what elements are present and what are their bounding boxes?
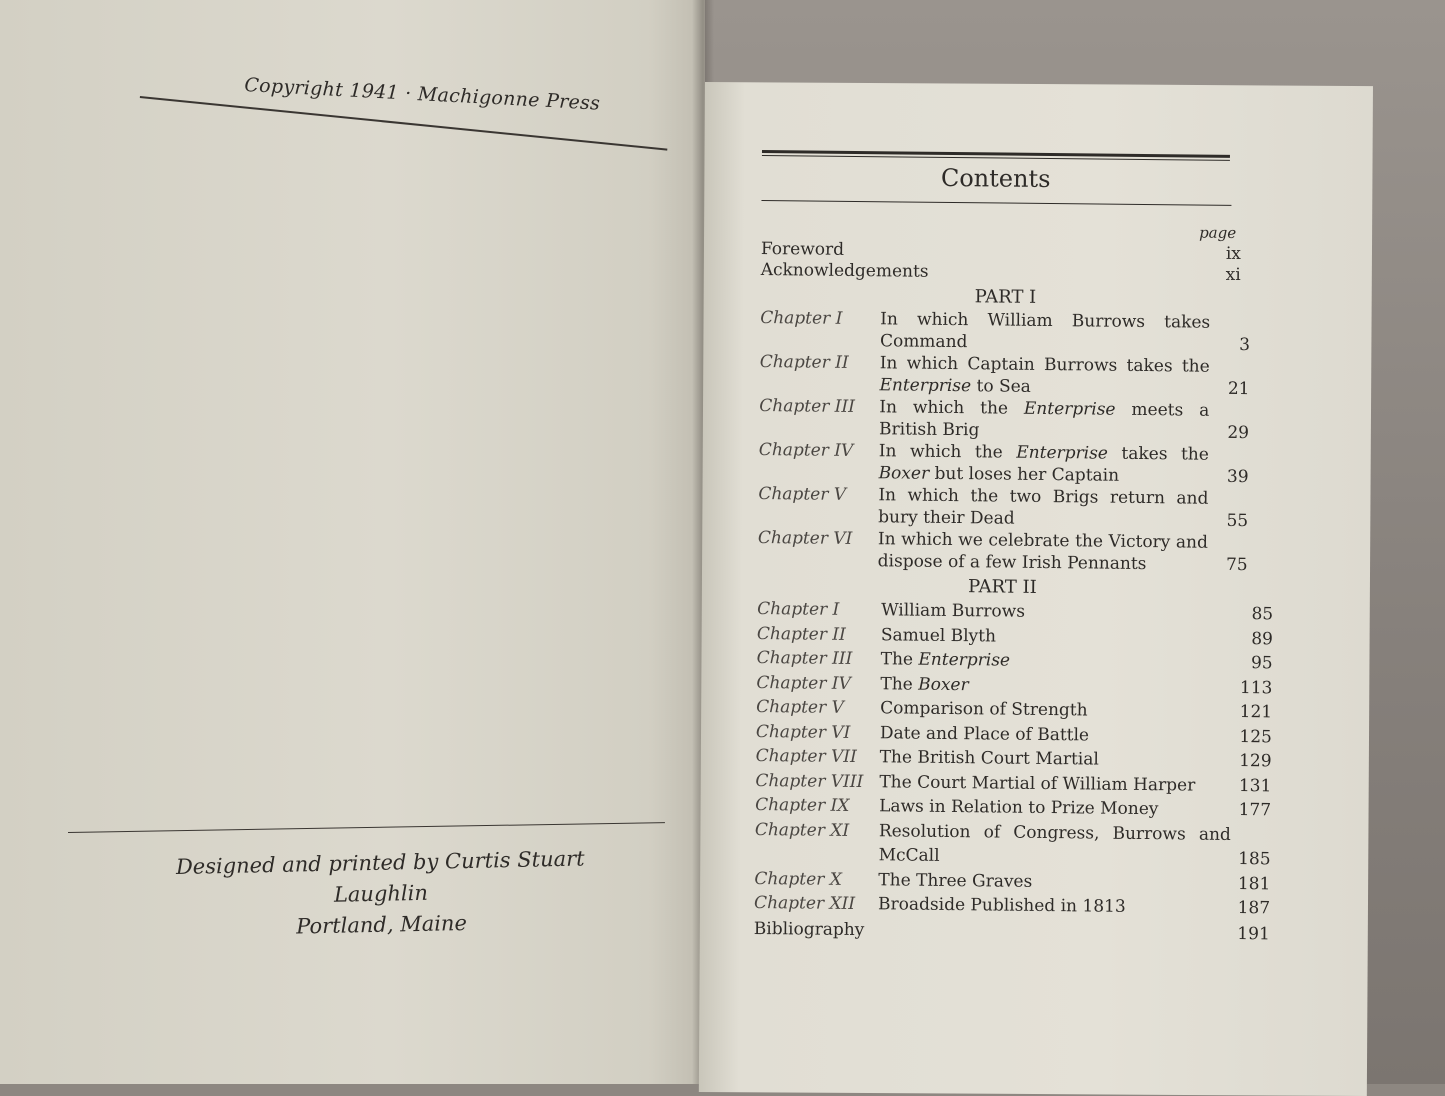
chapter-title: Laws in Relation to Prize Money <box>879 796 1159 820</box>
chapter-title: Samuel Blyth <box>880 624 997 646</box>
toc-chapter-row <box>754 817 1284 872</box>
chapter-title: In which the Enterprise takes the Boxer but loses her Captain <box>878 441 1209 486</box>
chapter-label: Chapter III <box>759 395 855 417</box>
colophon-designer: Designed and printed by Curtis Stuart Laughlin <box>175 846 585 907</box>
copyright-line: Copyright 1941 · Machigonne Press <box>243 74 601 115</box>
chapter-title: Comparison of Strength <box>880 698 1088 721</box>
part-heading: PART I <box>974 286 1037 308</box>
chapter-title: In which the Enterprise meets a British Brig <box>878 397 1210 441</box>
chapter-page: 89 <box>1251 628 1274 649</box>
chapter-label: Chapter II <box>759 351 849 373</box>
entry-label: Acknowledgements <box>760 259 929 282</box>
chapter-page: 39 <box>1226 466 1249 488</box>
chapter-page: 113 <box>1239 677 1273 698</box>
chapter-page: 131 <box>1238 775 1272 796</box>
chapter-title: The Three Graves <box>878 869 1033 892</box>
chapter-title: In which we celebrate the Victory and dispose of a few Irish Pennants <box>877 529 1209 575</box>
contents-rule-bottom <box>761 200 1231 206</box>
chapter-title: Resolution of Congress, Burrows and McCall <box>878 820 1231 866</box>
chapter-page: 95 <box>1250 653 1273 674</box>
chapter-page: 177 <box>1238 800 1272 821</box>
chapter-title: In which Captain Burrows takes the Enterprise to Sea <box>879 353 1210 397</box>
chapter-label: Chapter XI <box>754 819 850 841</box>
part-two <box>754 573 1288 921</box>
colophon-rule <box>68 822 665 833</box>
chapter-page: 55 <box>1226 510 1249 532</box>
chapter-title: William Burrows <box>881 600 1026 622</box>
toc-chapter-row <box>758 527 1288 577</box>
chapter-label: Chapter IV <box>756 672 851 694</box>
colophon-place: Portland, Maine <box>295 910 468 939</box>
chapter-page: 21 <box>1227 378 1250 400</box>
chapter-page: 185 <box>1238 849 1271 870</box>
chapter-label: Chapter X <box>754 868 842 890</box>
chapter-title: The Court Martial of William Harper <box>879 771 1196 796</box>
chapter-label: Chapter VI <box>757 527 853 549</box>
chapter-page: 129 <box>1239 751 1272 772</box>
chapter-label: Chapter V <box>758 483 847 505</box>
chapter-label: Chapter VII <box>755 745 857 768</box>
chapter-title: Broadside Published in 1813 <box>878 894 1126 917</box>
chapter-label: Chapter III <box>756 647 853 669</box>
chapter-page: 187 <box>1237 898 1271 919</box>
chapter-label: Chapter V <box>756 696 844 718</box>
toc-entry-acknowledgements <box>761 260 1291 287</box>
chapter-title: The Boxer <box>880 673 969 695</box>
chapter-label: Chapter I <box>757 598 840 620</box>
chapter-label: Chapter I <box>760 307 843 329</box>
left-page <box>0 0 705 1084</box>
entry-page: ix <box>1225 243 1242 265</box>
chapter-label: Chapter II <box>756 623 846 645</box>
chapter-label: Chapter XII <box>754 892 856 915</box>
chapter-title: The Enterprise <box>880 649 1011 671</box>
page-column-label: page <box>1199 223 1237 242</box>
toc-entry-bibliography <box>754 915 1284 947</box>
chapter-page: 181 <box>1237 873 1271 894</box>
chapter-title: The British Court Martial <box>879 747 1099 770</box>
chapter-page: 29 <box>1227 422 1250 444</box>
chapter-title: In which William Burrows takes Command <box>879 309 1211 353</box>
entry-page: xi <box>1225 264 1241 286</box>
toc-chapter-row <box>759 439 1289 489</box>
chapter-page: 3 <box>1239 335 1251 356</box>
chapter-label: Chapter IV <box>758 439 854 461</box>
chapter-label: Chapter IX <box>755 794 850 816</box>
chapter-label: Chapter VIII <box>755 770 864 792</box>
entry-page: 191 <box>1237 923 1270 944</box>
chapter-title: In which the two Brigs return and bury their Dead <box>878 485 1209 529</box>
chapter-label: Chapter VI <box>755 721 851 743</box>
colophon <box>130 843 632 946</box>
chapter-page: 75 <box>1225 554 1248 576</box>
entry-label: Foreword <box>760 238 845 260</box>
toc-chapter-row <box>759 395 1289 445</box>
part-heading: PART II <box>968 576 1037 598</box>
toc-chapter-row <box>759 351 1289 401</box>
toc-chapter-row <box>760 307 1290 357</box>
contents-title: Contents <box>940 163 1051 194</box>
entry-label: Bibliography <box>753 918 865 940</box>
part-one <box>758 283 1291 577</box>
chapter-page: 121 <box>1239 702 1273 723</box>
chapter-page: 125 <box>1239 726 1272 747</box>
table-of-contents <box>754 150 1292 947</box>
chapter-page: 85 <box>1251 604 1274 625</box>
toc-chapter-row <box>758 483 1288 533</box>
chapter-title: Date and Place of Battle <box>879 722 1090 745</box>
